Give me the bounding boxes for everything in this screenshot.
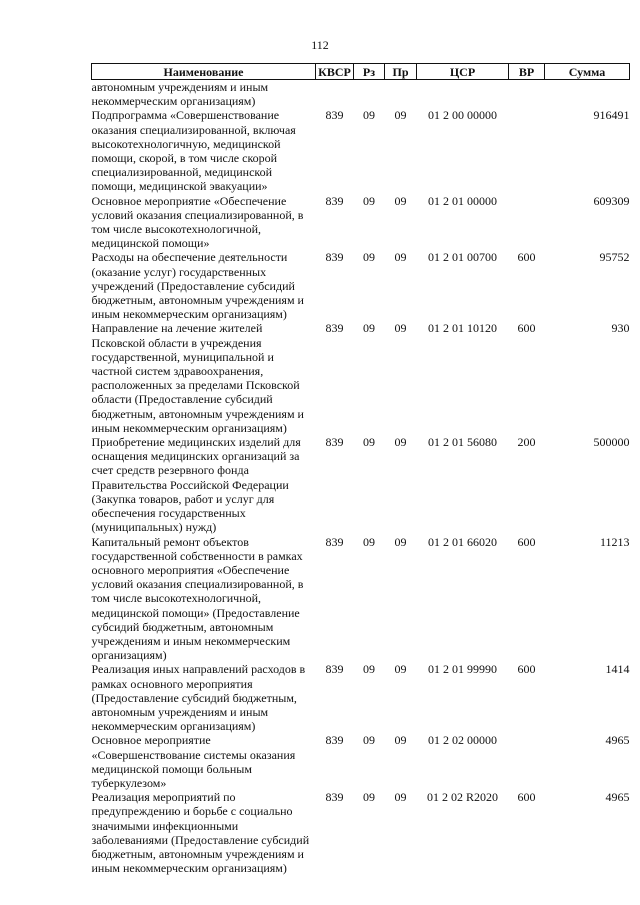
budget-table xyxy=(91,63,630,875)
row-sum: 500000 xyxy=(593,435,630,450)
row-sum: 1414 xyxy=(605,662,630,677)
column-header-kvsr: КВСР xyxy=(316,64,354,80)
row-sum: 11213 xyxy=(599,534,630,549)
column-header-name: Наименование xyxy=(92,64,316,80)
row-vr xyxy=(509,108,545,193)
row-name: Реализация иных направлений расходов в рамках основного мероприятия (Предоставление субсидий бюджетным, автономным учреждениям и иным некоммерческим организациям) xyxy=(91,662,306,734)
row-pr: 09 xyxy=(394,790,407,805)
row-csr: 01 2 01 99990 xyxy=(428,662,497,677)
row-rz: 09 xyxy=(363,435,375,450)
row-kvsr: 839 xyxy=(325,790,344,805)
table-row xyxy=(92,535,630,663)
row-vr: 200 xyxy=(517,435,536,450)
column-header-rz: Рз xyxy=(354,64,385,80)
row-pr: 09 xyxy=(394,435,407,450)
column-header-csr: ЦСР xyxy=(417,64,509,80)
table-header-row xyxy=(92,64,630,80)
row-pr: 09 xyxy=(394,250,407,265)
row-rz: 09 xyxy=(363,193,375,208)
row-kvsr: 839 xyxy=(325,733,344,748)
row-name: Расходы на обеспечение деятельности (оказание услуг) государственных учреждений (Предоставление субсидий бюджетным, автономным учреждениям и иным некоммерческим организациям) xyxy=(91,250,304,322)
row-pr: 09 xyxy=(394,534,407,549)
row-name: Реализация мероприятий по предупреждению и борьбе с социально значимыми инфекционными заболеваниями (Предоставление субсидий бюджетным, автономным учреждениям и иным некоммерческим организациям) xyxy=(91,790,310,876)
table-row xyxy=(92,250,630,321)
row-name: Подпрограмма «Совершенствование оказания специализированной, включая высокотехнологичную, медицинской помощи, скорой, в том числе скорой специализированной, медицинской помощи, медицинской эвакуации» xyxy=(91,108,296,194)
table-row xyxy=(92,108,630,193)
row-vr xyxy=(509,194,545,251)
row-name: Капитальный ремонт объектов государственной собственности в рамках основного мероприятия «Обеспечение условий оказания специализированной, в том числе высокотехнологичной, медицинской помощи» (Предоставление субсидий бюджетным, автономным учреждениям и иным некоммерческим организациям) xyxy=(91,534,304,663)
table-row xyxy=(92,733,630,790)
row-kvsr: 839 xyxy=(325,108,344,123)
row-vr: 600 xyxy=(517,662,536,677)
page-number: 112 xyxy=(311,38,329,52)
row-kvsr xyxy=(316,80,354,109)
row-kvsr: 839 xyxy=(325,250,344,265)
table-row xyxy=(92,790,630,875)
row-rz: 09 xyxy=(363,662,375,677)
row-rz xyxy=(354,80,385,109)
row-csr: 01 2 01 56080 xyxy=(428,435,497,450)
row-vr: 600 xyxy=(517,790,536,805)
row-pr: 09 xyxy=(394,108,407,123)
row-pr: 09 xyxy=(394,321,407,336)
row-rz: 09 xyxy=(363,790,375,805)
row-vr: 600 xyxy=(517,534,536,549)
row-kvsr: 839 xyxy=(325,534,344,549)
row-vr: 600 xyxy=(517,321,536,336)
column-header-sum: Сумма xyxy=(545,64,630,80)
row-pr: 09 xyxy=(394,193,407,208)
row-rz: 09 xyxy=(363,321,375,336)
row-csr: 01 2 01 66020 xyxy=(428,534,497,549)
row-vr xyxy=(509,733,545,790)
table-row xyxy=(92,80,630,109)
row-sum xyxy=(545,80,630,109)
row-rz: 09 xyxy=(363,250,375,265)
row-vr xyxy=(509,80,545,109)
table-row xyxy=(92,662,630,733)
table-row xyxy=(92,194,630,251)
row-kvsr: 839 xyxy=(325,662,344,677)
column-header-vr: ВР xyxy=(509,64,545,80)
row-name: автономным учреждениям и иным некоммерческим организациям) xyxy=(91,80,269,109)
row-csr xyxy=(417,80,509,109)
table-row xyxy=(92,435,630,534)
row-name: Основное мероприятие «Совершенствование системы оказания медицинской помощи больным туберкулезом» xyxy=(91,733,296,790)
row-pr: 09 xyxy=(394,733,407,748)
row-pr: 09 xyxy=(394,662,407,677)
row-rz: 09 xyxy=(363,733,375,748)
row-pr xyxy=(385,80,417,109)
row-rz: 09 xyxy=(363,108,375,123)
row-sum: 4965 xyxy=(605,733,630,748)
row-csr: 01 2 01 00000 xyxy=(428,193,497,208)
row-vr: 600 xyxy=(517,250,536,265)
row-csr: 01 2 01 10120 xyxy=(428,321,497,336)
row-sum: 4965 xyxy=(605,790,630,805)
row-kvsr: 839 xyxy=(325,435,344,450)
row-csr: 01 2 01 00700 xyxy=(428,250,497,265)
row-csr: 01 2 02 R2020 xyxy=(426,790,498,805)
row-sum: 930 xyxy=(611,321,630,336)
row-rz: 09 xyxy=(363,534,375,549)
row-sum: 916491 xyxy=(593,108,630,123)
row-csr: 01 2 00 00000 xyxy=(428,108,497,123)
row-name: Направление на лечение жителей Псковской области в учреждения государственной, муниципальной и частной систем здравоохранения, расположенных за пределами Псковской области (Предоставление субсидий бюджетным, автономным учреждениям и иным некоммерческим организациям) xyxy=(91,321,304,435)
row-name: Основное мероприятие «Обеспечение условий оказания специализированной, в том числе высокотехнологичной, медицинской помощи» xyxy=(91,193,304,251)
row-sum: 609309 xyxy=(593,193,630,208)
table-row xyxy=(92,321,630,435)
row-sum: 95752 xyxy=(599,250,630,265)
column-header-pr: Пр xyxy=(385,64,417,80)
row-name: Приобретение медицинских изделий для оснащения медицинских организаций за счет средств резервного фонда Правительства Российской Федерации (Закупка товаров, работ и услуг для обеспечения государственных (муниципальных) нужд) xyxy=(91,435,301,535)
row-csr: 01 2 02 00000 xyxy=(428,733,497,748)
row-kvsr: 839 xyxy=(325,193,344,208)
row-kvsr: 839 xyxy=(325,321,344,336)
